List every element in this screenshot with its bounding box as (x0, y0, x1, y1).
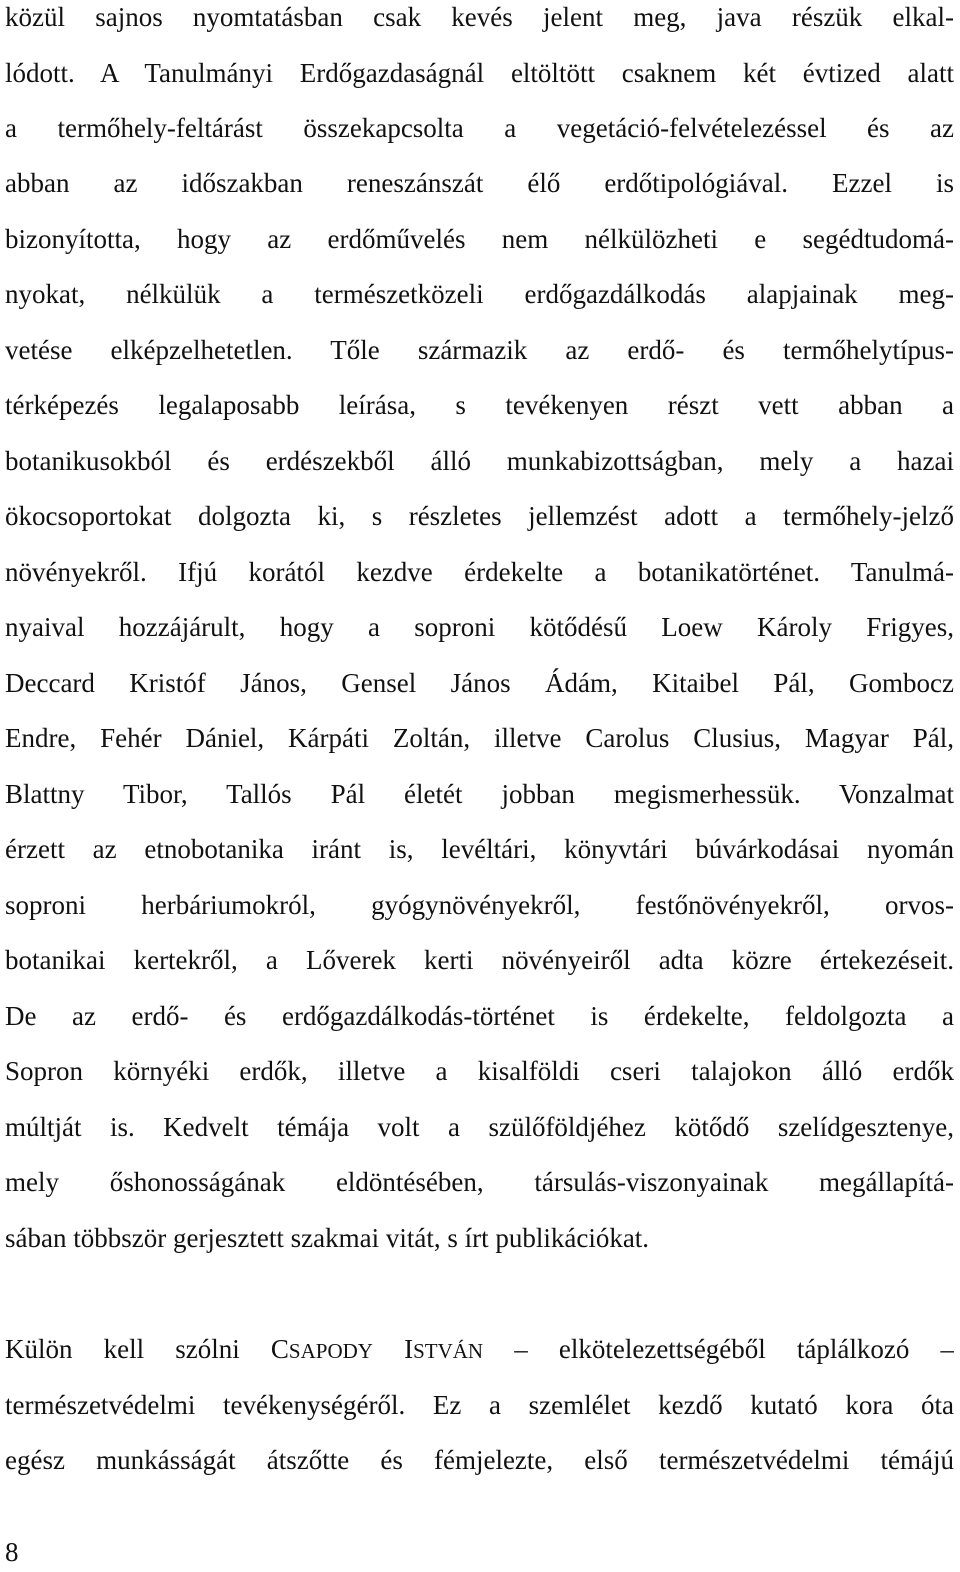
text-span: Külön kell szólni (5, 1334, 271, 1364)
text-line: egész munkásságát átszőtte és fémjelezte, első természetvédelmi témájú (5, 1445, 954, 1475)
name-small-caps: STVÁN (413, 1339, 484, 1363)
text-line: bizonyította, hogy az erdőművelés nem nélkülözheti e segédtudomá- (5, 224, 954, 254)
name-space (373, 1334, 404, 1364)
text-line: nyokat, nélkülük a természetközeli erdőgazdálkodás alapjainak meg- (5, 279, 954, 309)
text-line: De az erdő- és erdőgazdálkodás-történet is érdekelte, feldolgozta a (5, 1001, 954, 1031)
text-line: botanikai kertekről, a Lőverek kerti növényeiről adta közre értekezéseit. (5, 945, 954, 975)
person-name-csapody-istvan (271, 1334, 483, 1364)
text-line: Deccard Kristóf János, Gensel János Ádám, Kitaibel Pál, Gombocz (5, 668, 954, 698)
page-number: 8 (5, 1537, 19, 1567)
text-line: soproni herbáriumokról, gyógynövényekről, festőnövényekről, orvos- (5, 890, 954, 920)
text-line: sában többször gerjesztett szakmai vitát, s írt publikációkat. (5, 1223, 650, 1253)
text-line: közül sajnos nyomtatásban csak kevés jelent meg, java részük elkal- (5, 2, 954, 32)
text-line: nyaival hozzájárult, hogy a soproni kötődésű Loew Károly Frigyes, (5, 612, 954, 642)
text-line: ökocsoportokat dolgozta ki, s részletes jellemzést adott a termőhely-jelző (5, 501, 954, 531)
text-span: – elkötelezettségéből táplálkozó – (483, 1334, 954, 1364)
text-line: Blattny Tibor, Tallós Pál életét jobban megismerhessük. Vonzalmat (5, 779, 954, 809)
text-line: lódott. A Tanulmányi Erdőgazdaságnál eltöltött csaknem két évtized alatt (5, 58, 954, 88)
text-line: vetése elképzelhetetlen. Tőle származik az erdő- és termőhelytípus- (5, 335, 954, 365)
text-line: érzett az etnobotanika iránt is, levéltári, könyvtári búvárkodásai nyomán (5, 834, 954, 864)
text-line: Sopron környéki erdők, illetve a kisalföldi cseri talajokon álló erdők (5, 1056, 954, 1086)
name-initial: I (404, 1334, 414, 1364)
text-line: abban az időszakban reneszánszát élő erdőtipológiával. Ezzel is (5, 168, 954, 198)
name-small-caps: SAPODY (288, 1339, 373, 1363)
text-line: természetvédelmi tevékenységéről. Ez a szemlélet kezdő kutató kora óta (5, 1390, 954, 1420)
text-line: a termőhely-feltárást összekapcsolta a vegetáció-felvételezéssel és az (5, 113, 954, 143)
text-line: térképezés legalaposabb leírása, s tevékenyen részt vett abban a (5, 390, 954, 420)
text-line: növényekről. Ifjú korától kezdve érdekelte a botanikatörténet. Tanulmá- (5, 557, 954, 587)
text-line: Endre, Fehér Dániel, Kárpáti Zoltán, illetve Carolus Clusius, Magyar Pál, (5, 723, 954, 753)
text-line (5, 1329, 954, 1369)
name-initial: C (270, 1334, 289, 1364)
text-line: mely őshonosságának eldöntésében, társulás-viszonyainak megállapítá- (5, 1167, 954, 1197)
text-line: botanikusokból és erdészekből álló munkabizottságban, mely a hazai (5, 446, 954, 476)
text-line: múltját is. Kedvelt témája volt a szülőföldjéhez kötődő szelídgesztenye, (5, 1112, 954, 1142)
